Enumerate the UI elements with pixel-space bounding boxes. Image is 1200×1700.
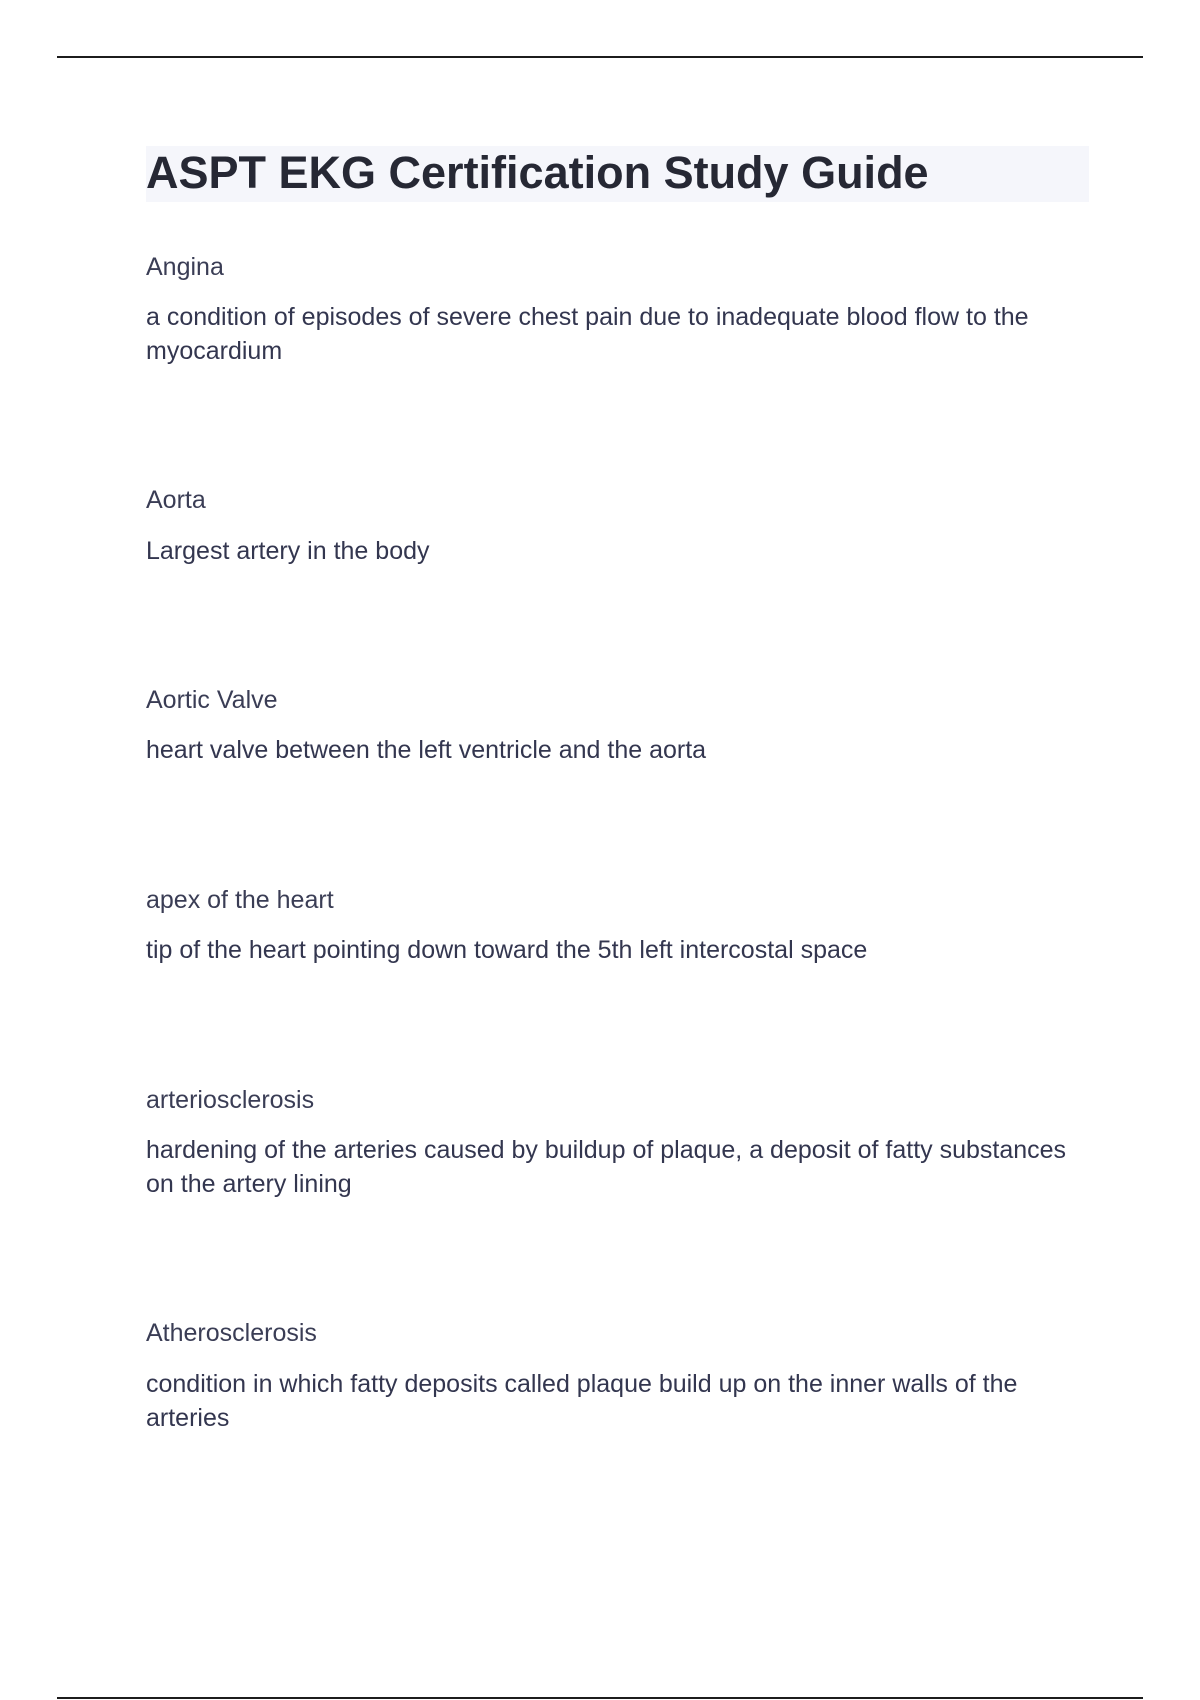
entry-definition: tip of the heart pointing down toward the 5th left intercostal space	[146, 936, 868, 964]
footer-rule	[57, 1697, 1143, 1699]
header-rule	[57, 56, 1143, 58]
entry-term: Aortic Valve	[146, 686, 278, 714]
entry-definition: a condition of episodes of severe chest pain due to inadequate blood flow to the myocardium	[146, 303, 1029, 365]
entry-term: Angina	[146, 253, 224, 281]
entry-definition: Largest artery in the body	[146, 537, 430, 565]
entry-term: apex of the heart	[146, 886, 334, 914]
page-title: ASPT EKG Certification Study Guide	[146, 147, 929, 198]
entry-term: Aorta	[146, 486, 206, 514]
entry-definition: condition in which fatty deposits called plaque build up on the inner walls of the arteries	[146, 1370, 1018, 1432]
entry-term: Atherosclerosis	[146, 1319, 317, 1347]
entry-term: arteriosclerosis	[146, 1086, 315, 1114]
entry-definition: heart valve between the left ventricle and the aorta	[146, 736, 707, 764]
entry-definition: hardening of the arteries caused by buildup of plaque, a deposit of fatty substances on the artery lining	[146, 1136, 1067, 1198]
